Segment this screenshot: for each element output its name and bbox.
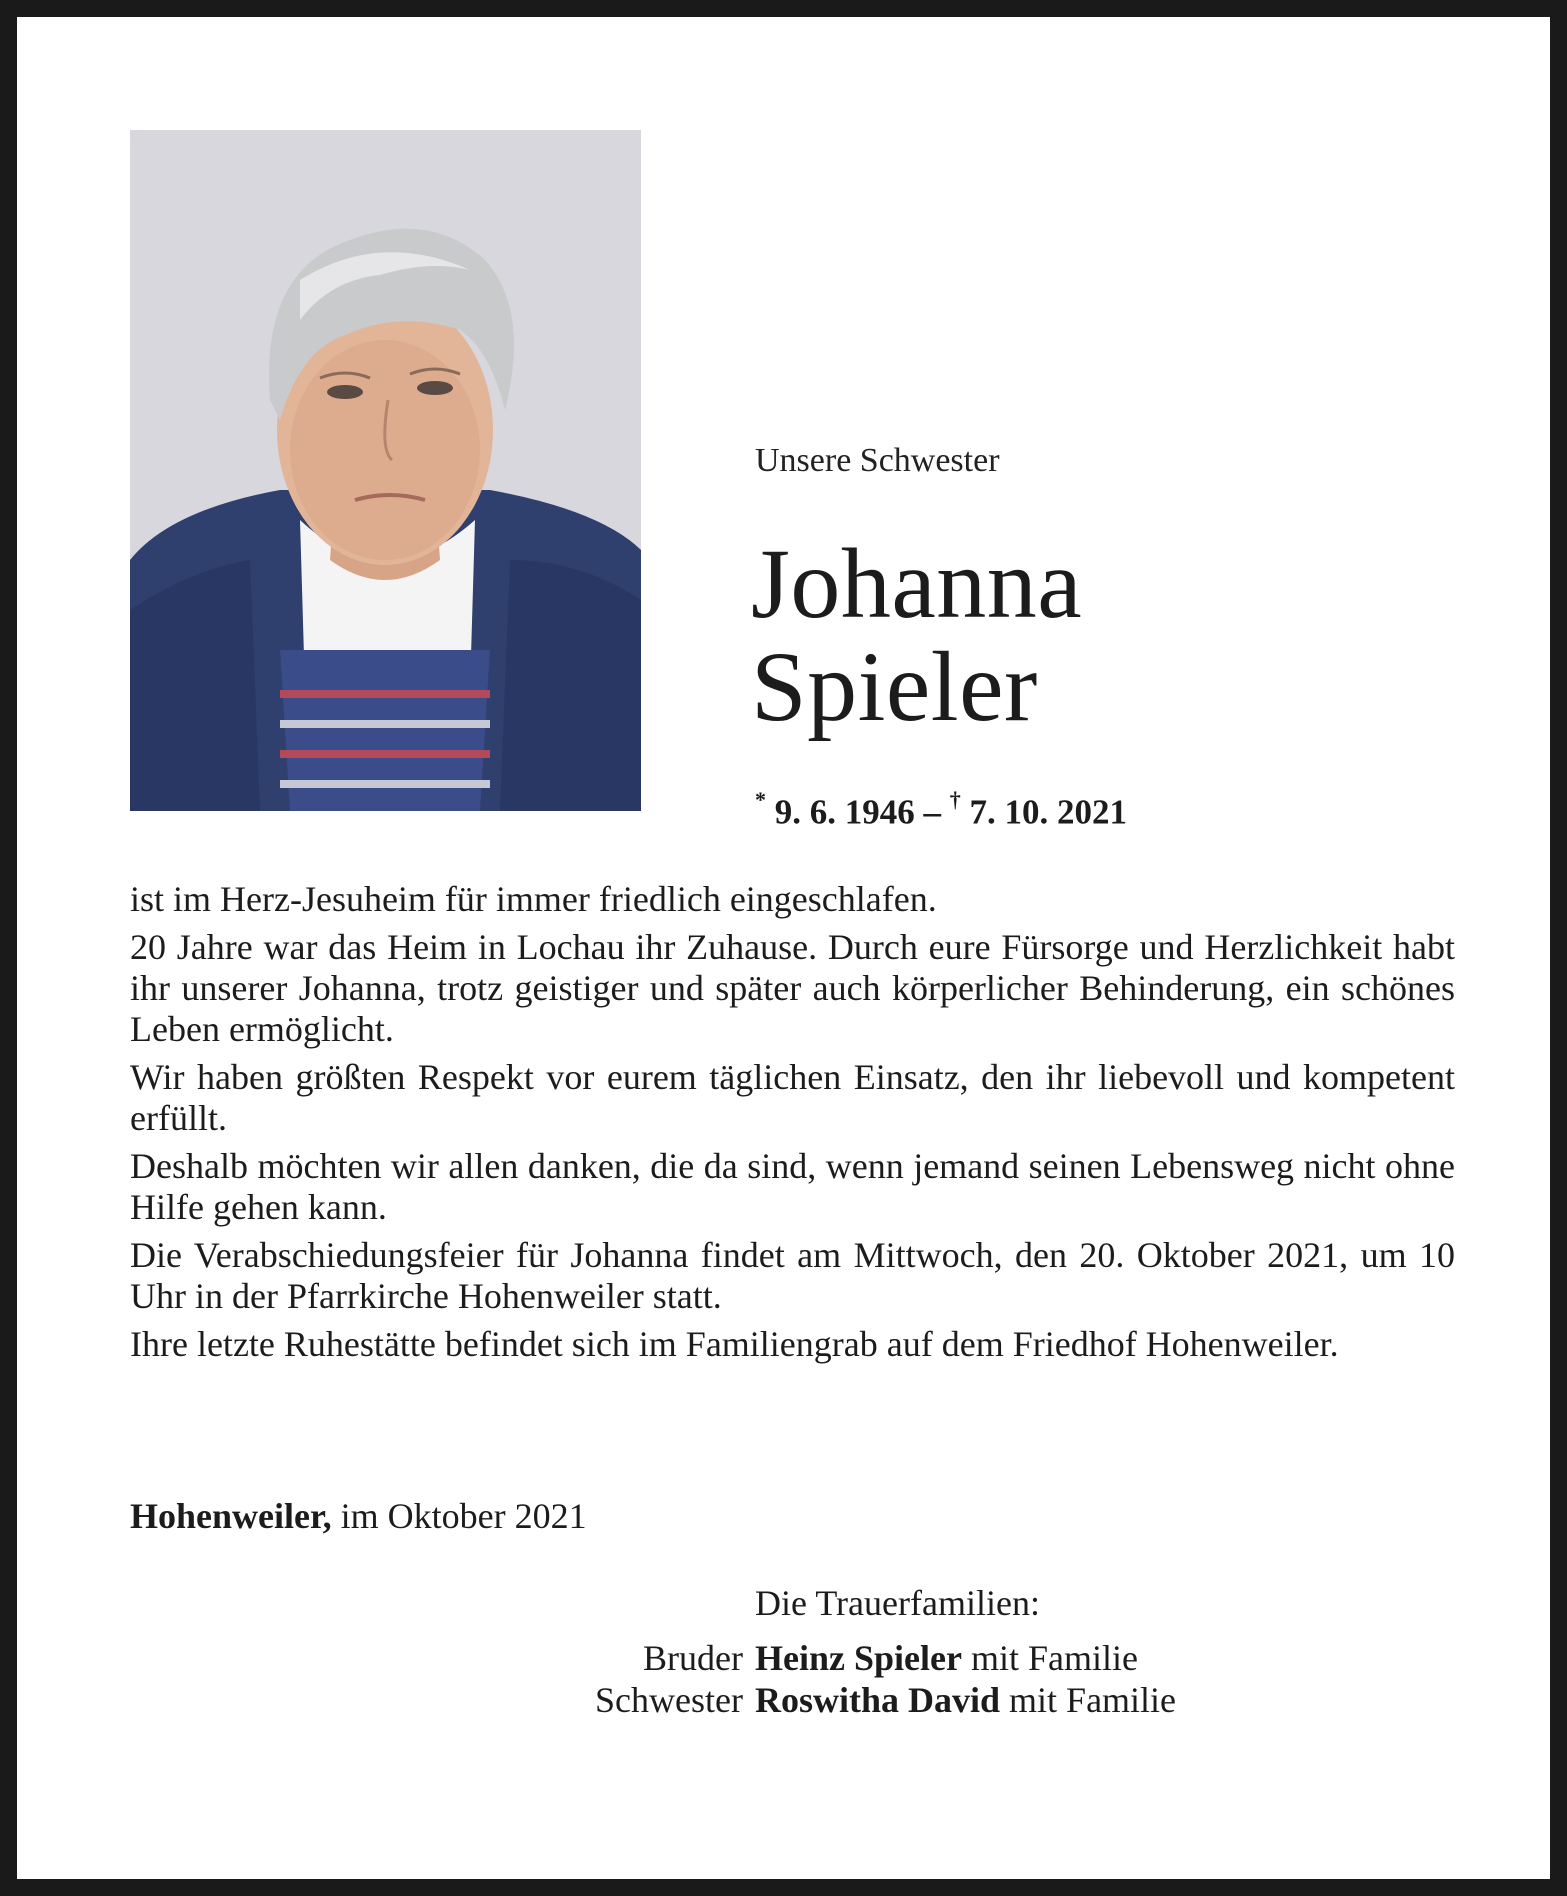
obituary-card bbox=[17, 17, 1550, 1879]
paragraph: Die Verabschiedungsfeier für Johanna findet am Mittwoch, den 20. Oktober 2021, um 10 Uhr in der Pfarrkirche Hohenweiler statt. bbox=[130, 1235, 1455, 1316]
member-suffix: mit Familie bbox=[1009, 1680, 1177, 1720]
last-name: Spieler bbox=[751, 631, 1038, 742]
place-date-line bbox=[130, 1495, 587, 1537]
first-name: Johanna bbox=[751, 528, 1083, 639]
families-heading: Die Trauerfamilien: bbox=[755, 1583, 1040, 1623]
portrait-photo bbox=[130, 130, 641, 811]
paragraph: ist im Herz-Jesuheim für immer friedlich eingeschlafen. bbox=[130, 879, 937, 919]
member-name: Heinz Spieler bbox=[755, 1638, 962, 1678]
date-dash: – bbox=[923, 792, 941, 832]
member-name-cell bbox=[755, 1637, 1176, 1679]
portrait-image bbox=[130, 130, 641, 811]
birth-date: 9. 6. 1946 bbox=[774, 792, 915, 832]
death-date: 7. 10. 2021 bbox=[969, 792, 1127, 832]
birth-symbol: * bbox=[755, 787, 766, 812]
intro-line: Unsere Schwester bbox=[755, 442, 1000, 479]
obituary-text bbox=[130, 879, 1455, 1372]
member-relation: Bruder bbox=[643, 1638, 743, 1678]
place-date: im Oktober 2021 bbox=[340, 1496, 587, 1536]
family-member-row bbox=[557, 1637, 1176, 1679]
family-members bbox=[557, 1637, 1176, 1721]
family-member-row bbox=[557, 1679, 1176, 1721]
place-town: Hohenweiler, bbox=[130, 1496, 332, 1536]
deceased-name bbox=[751, 528, 1083, 742]
paragraph: Deshalb möchten wir allen danken, die da sind, wenn jemand seinen Lebensweg nicht ohne Hilfe gehen kann. bbox=[130, 1146, 1455, 1227]
life-dates bbox=[755, 787, 1127, 833]
member-name: Roswitha David bbox=[755, 1680, 1001, 1720]
paragraph: Wir haben größten Respekt vor eurem täglichen Einsatz, den ihr liebevoll und kompetent erfüllt. bbox=[130, 1057, 1455, 1138]
paragraph: Ihre letzte Ruhestätte befindet sich im Familiengrab auf dem Friedhof Hohenweiler. bbox=[130, 1324, 1339, 1364]
paragraph: 20 Jahre war das Heim in Lochau ihr Zuhause. Durch eure Fürsorge und Herzlichkeit habt ihr unserer Johanna, trotz geistiger und später auch körperlicher Behinderung, ein schönes Leben ermöglicht. bbox=[130, 927, 1455, 1049]
member-relation: Schwester bbox=[595, 1680, 743, 1720]
member-suffix: mit Familie bbox=[970, 1638, 1138, 1678]
death-symbol: † bbox=[949, 787, 961, 812]
member-name-cell bbox=[755, 1679, 1176, 1721]
